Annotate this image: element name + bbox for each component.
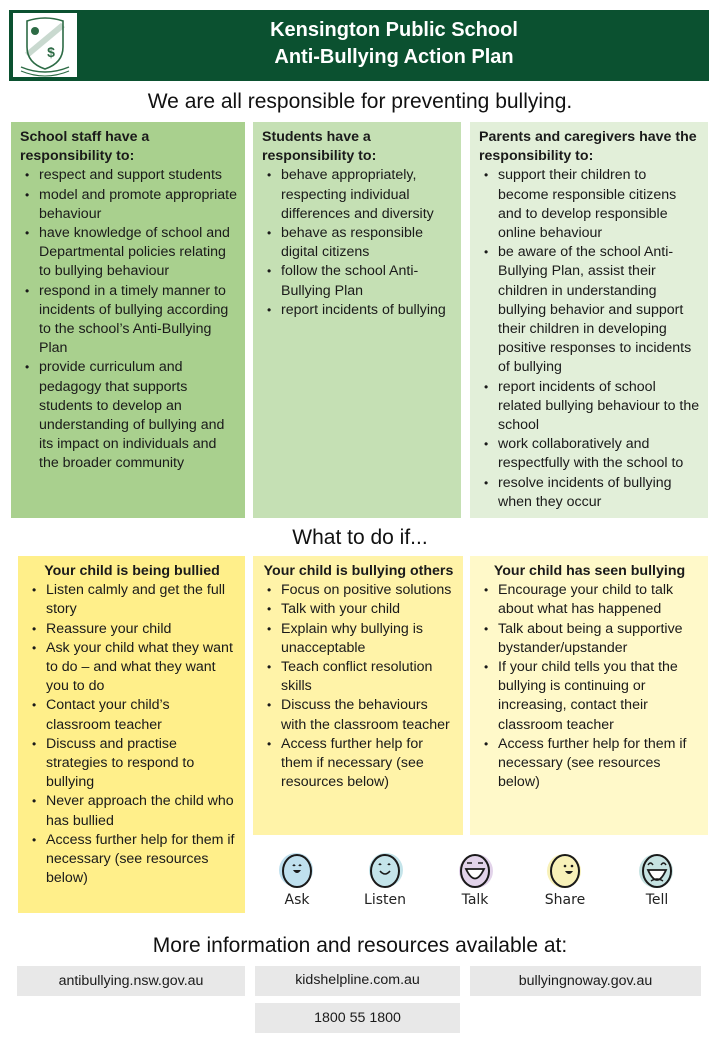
smiley-face-icon — [545, 850, 585, 892]
child-bullying-others-panel — [253, 556, 463, 835]
resource-antibullying[interactable]: antibullying.nsw.gov.au — [17, 966, 245, 996]
panel-heading: Your child is being bullied — [44, 563, 220, 579]
list-item: • Explain why bullying is unacceptable — [262, 620, 455, 658]
resource-bullyingnoway[interactable]: bullyingnoway.gov.au — [470, 966, 701, 996]
face-listen — [350, 850, 420, 908]
face-share — [530, 850, 600, 908]
face-label: Talk — [461, 892, 489, 908]
list-item: • resolve incidents of bullying when they occur — [479, 474, 700, 512]
list-item: • Access further help for them if necessary (see resources below) — [479, 735, 700, 793]
plan-title: Anti-Bullying Action Plan — [274, 46, 514, 68]
list-item: • provide curriculum and pedagogy that supports students to develop an understanding of bullying and its impact on individuals and the broader community — [20, 358, 237, 473]
list-item: • Reassure your child — [27, 620, 237, 639]
list-item: • Access further help for them if necessary (see resources below) — [262, 735, 455, 793]
panel-heading: Parents and caregivers have the responsibility to: — [479, 129, 697, 165]
face-label: Tell — [645, 892, 669, 908]
list-item: • report incidents of bullying — [262, 301, 453, 320]
school-logo — [13, 13, 77, 77]
list-item: • Access further help for them if necessary (see resources below) — [27, 831, 237, 889]
face-tell — [622, 850, 692, 908]
resources-heading: More information and resources available at: — [152, 934, 568, 957]
list-item: • behave appropriately, respecting individual differences and diversity — [262, 166, 453, 224]
school-name: Kensington Public School — [270, 19, 518, 41]
school-crest-icon — [13, 13, 77, 77]
parent-responsibilities-panel — [470, 122, 708, 518]
list-item: • Ask your child what they want to do – and what they want you to do — [27, 639, 237, 697]
responsibility-list — [20, 166, 237, 473]
face-ask — [262, 850, 332, 908]
panel-heading: Students have a responsibility to: — [262, 129, 377, 165]
list-item: • Listen calmly and get the full story — [27, 581, 237, 619]
action-list — [479, 581, 700, 792]
list-item: • respond in a timely manner to incidents of bullying according to the school’s Anti-Bullying Plan — [20, 282, 237, 359]
student-responsibilities-panel — [253, 122, 461, 518]
resource-phone-number[interactable]: 1800 55 1800 — [255, 1003, 460, 1033]
panel-heading: School staff have a responsibility to: — [20, 129, 150, 165]
list-item: • Discuss and practise strategies to respond to bullying — [27, 735, 237, 793]
action-list — [262, 581, 455, 792]
child-seen-bullying-panel — [470, 556, 708, 835]
list-item: • work collaboratively and respectfully with the school to — [479, 435, 700, 473]
list-item: • follow the school Anti-Bullying Plan — [262, 262, 453, 300]
responsibility-list — [479, 166, 700, 512]
header-banner — [9, 10, 709, 81]
list-item: • respect and support students — [20, 166, 237, 185]
list-item: • Never approach the child who has bullied — [27, 792, 237, 830]
list-item: • support their children to become responsible citizens and to develop responsible online behaviour — [479, 166, 700, 243]
panel-heading: Your child is bullying others — [263, 563, 454, 579]
list-item: • report incidents of school related bullying behaviour to the school — [479, 378, 700, 436]
list-item: • be aware of the school Anti-Bullying Plan, assist their children in understanding bullying behavior and support their children in developing positive responses to incidents of bullying — [479, 243, 700, 377]
list-item: • have knowledge of school and Departmental policies relating to bullying behaviour — [20, 224, 237, 282]
list-item: • If your child tells you that the bullying is continuing or increasing, contact their classroom teacher — [479, 658, 700, 735]
resource-kidshelpline[interactable]: kidshelpline.com.au — [255, 966, 460, 996]
list-item: • Talk about being a supportive bystander/upstander — [479, 620, 700, 658]
list-item: • behave as responsible digital citizens — [262, 224, 453, 262]
svg-text:$: $ — [47, 44, 55, 60]
laughing-face-icon — [637, 850, 677, 892]
list-item: • Focus on positive solutions — [262, 581, 455, 600]
list-item: • Teach conflict resolution skills — [262, 658, 455, 696]
what-to-do-heading: What to do if... — [292, 526, 428, 549]
face-label: Ask — [284, 892, 310, 908]
action-list — [27, 581, 237, 888]
list-item: • Contact your child’s classroom teacher — [27, 696, 237, 734]
smiley-face-icon — [365, 850, 405, 892]
panel-heading: Your child has seen bullying — [493, 563, 686, 579]
smiley-face-icon — [277, 850, 317, 892]
list-item: • Discuss the behaviours with the classroom teacher — [262, 696, 455, 734]
staff-responsibilities-panel — [11, 122, 245, 518]
child-bullied-panel — [18, 556, 245, 913]
face-talk — [440, 850, 510, 908]
emotion-faces-row — [262, 850, 702, 912]
responsibility-list — [262, 166, 453, 320]
list-item: • Encourage your child to talk about what has happened — [479, 581, 700, 619]
list-item: • model and promote appropriate behaviour — [20, 186, 237, 224]
face-label: Share — [544, 892, 586, 908]
page-subtitle: We are all responsible for preventing bullying. — [147, 90, 573, 113]
face-label: Listen — [364, 892, 406, 908]
list-item: • Talk with your child — [262, 600, 455, 619]
laughing-face-icon — [455, 850, 495, 892]
